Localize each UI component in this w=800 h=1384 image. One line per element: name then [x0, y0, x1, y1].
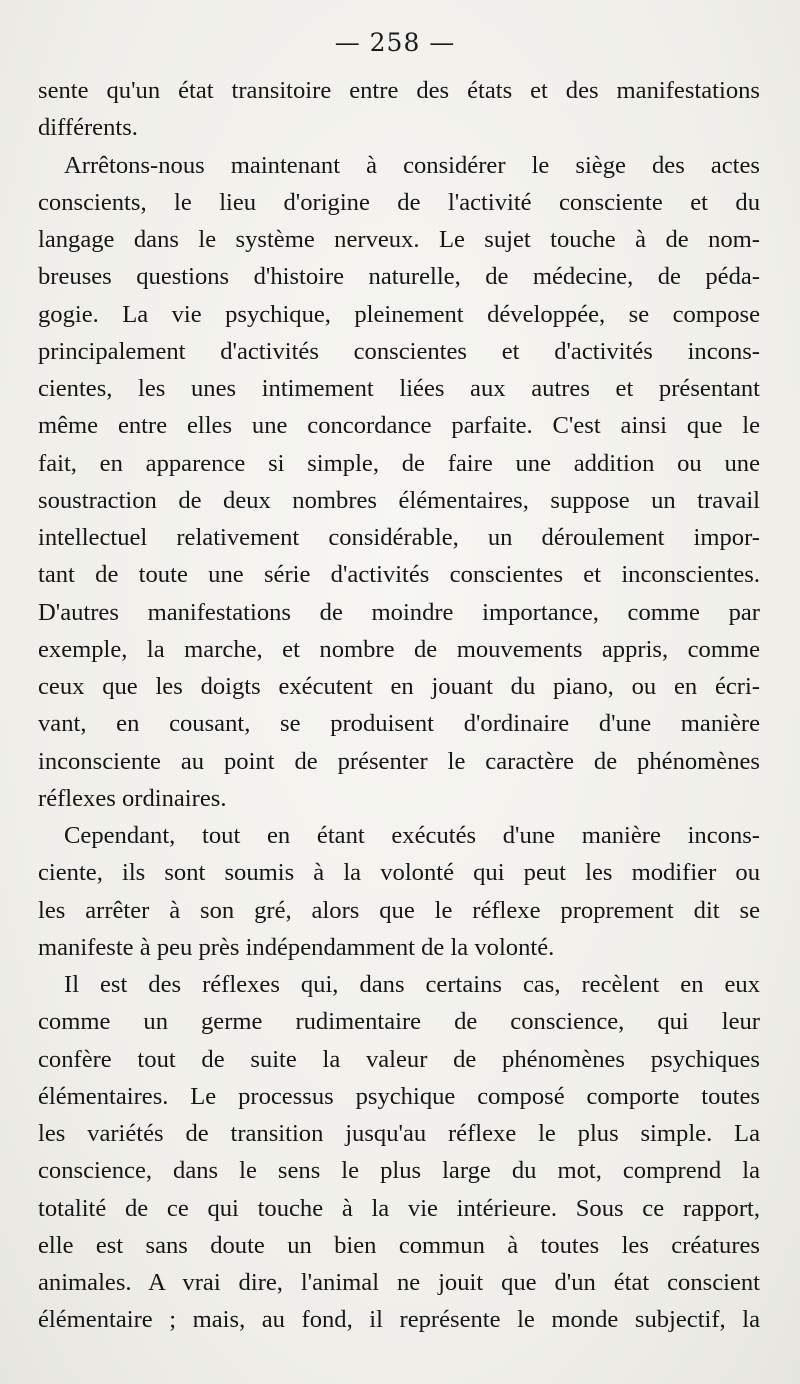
paragraph-1 [38, 72, 760, 147]
text-line: manifeste à peu près indépendamment de la volonté. [38, 933, 555, 961]
text-line: même entre elles une concordance parfaite. C'est ainsi que le [38, 412, 760, 440]
text-line: exemple, la marche, et nombre de mouvements appris, comme [38, 635, 760, 663]
text-line: comme un germe rudimentaire de conscience, qui leur [38, 1008, 760, 1036]
text-line: animales. A vrai dire, l'animal ne jouit que d'un état conscient [38, 1269, 760, 1296]
text-line: Il est des réflexes qui, dans certains cas, recèlent en eux [64, 971, 760, 998]
text-line: gogie. La vie psychique, pleinement développée, se compose [38, 300, 760, 328]
text-line: soustraction de deux nombres élémentaires, suppose un travail [38, 486, 760, 514]
text-line: Cependant, tout en étant exécutés d'une manière incons- [64, 822, 760, 849]
text-line: différents. [38, 114, 138, 142]
text-line: principalement d'activités conscientes et d'activités incons- [38, 337, 760, 365]
paragraph-3 [38, 817, 760, 966]
text-line: vant, en cousant, se produisent d'ordinaire d'une manière [38, 710, 760, 738]
text-line: confère tout de suite la valeur de phénomènes psychiques [38, 1045, 760, 1073]
paragraph-4 [38, 966, 760, 1339]
text-line: ceux que les doigts exécutent en jouant du piano, ou en écri- [38, 673, 760, 700]
paragraph-2 [38, 147, 760, 818]
text-line: élémentaires. Le processus psychique composé comporte toutes [38, 1082, 760, 1110]
text-line: intellectuel relativement considérable, un déroulement impor- [38, 524, 760, 551]
text-line: sente qu'un état transitoire entre des états et des manifestations [38, 77, 760, 104]
text-line: Arrêtons-nous maintenant à considérer le siège des actes [64, 151, 760, 179]
text-line: breuses questions d'histoire naturelle, de médecine, de péda- [38, 263, 760, 291]
text-line: ciente, ils sont soumis à la volonté qui peut les modifier ou [38, 859, 760, 887]
text-line: réflexes ordinaires. [38, 784, 227, 812]
text-line: cientes, les unes intimement liées aux autres et présentant [38, 375, 760, 402]
text-line: D'autres manifestations de moindre importance, comme par [38, 598, 760, 626]
text-line: les variétés de transition jusqu'au réflexe le plus simple. La [38, 1120, 760, 1147]
text-line: langage dans le système nerveux. Le sujet touche à de nom- [38, 226, 760, 253]
text-line: conscience, dans le sens le plus large du mot, comprend la [38, 1157, 760, 1185]
text-line: fait, en apparence si simple, de faire une addition ou une [38, 449, 760, 477]
text-line: totalité de ce qui touche à la vie intérieure. Sous ce rapport, [38, 1194, 760, 1222]
text-line: elle est sans doute un bien commun à toutes les créatures [38, 1231, 760, 1259]
text-line: inconsciente au point de présenter le caractère de phénomènes [38, 747, 760, 775]
page-number: — 258 — [334, 28, 456, 57]
text-line: conscients, le lieu d'origine de l'activité consciente et du [38, 188, 760, 216]
text-line: tant de toute une série d'activités conscientes et inconscientes. [38, 561, 760, 589]
body-text [38, 72, 760, 1339]
text-line: élémentaire ; mais, au fond, il représente le monde subjectif, la [38, 1306, 760, 1334]
text-line: les arrêter à son gré, alors que le réflexe proprement dit se [38, 896, 760, 924]
